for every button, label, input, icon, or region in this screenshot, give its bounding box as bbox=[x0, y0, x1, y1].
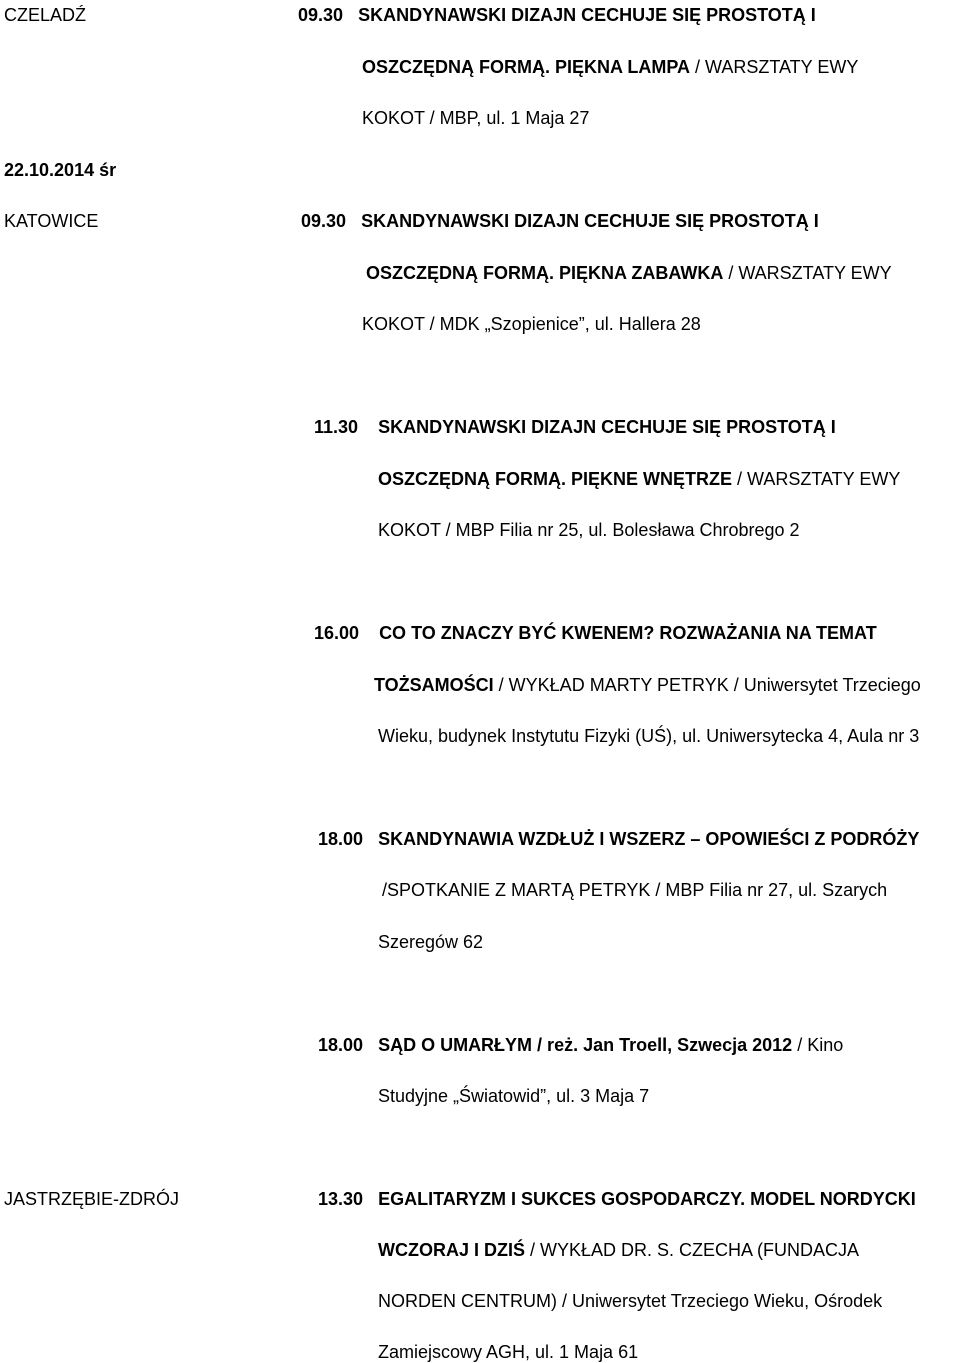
event-details: / WYKŁAD DR. S. CZECHA (FUNDACJA bbox=[525, 1240, 860, 1260]
event-time: 13.30 bbox=[318, 1189, 364, 1209]
city-label: JASTRZĘBIE-ZDRÓJ bbox=[4, 1189, 180, 1209]
event-title: OSZCZĘDNĄ FORMĄ. PIĘKNE WNĘTRZE bbox=[378, 469, 732, 489]
event-details: / WARSZTATY EWY bbox=[690, 57, 859, 77]
event-details: Studyjne „Światowid”, ul. 3 Maja 7 bbox=[378, 1086, 650, 1106]
event-time: 09.30 bbox=[301, 211, 347, 231]
event-line bbox=[362, 56, 858, 78]
event-title: SKANDYNAWSKI DIZAJN CECHUJE SIĘ PROSTOTĄ I bbox=[358, 5, 816, 25]
city-label: CZELADŹ bbox=[4, 5, 87, 25]
event-time: 16.00 bbox=[314, 623, 360, 643]
event-line bbox=[378, 468, 900, 490]
event-line bbox=[374, 674, 921, 696]
event-details: / WYKŁAD MARTY PETRYK / Uniwersytet Trzeciego bbox=[493, 675, 921, 695]
event-details: Zamiejscowy AGH, ul. 1 Maja 61 bbox=[378, 1342, 639, 1362]
event-title: WCZORAJ I DZIŚ bbox=[378, 1240, 525, 1260]
event-details: / Kino bbox=[792, 1035, 844, 1055]
event-title: TOŻSAMOŚCI bbox=[374, 675, 494, 695]
event-details: KOKOT / MBP, ul. 1 Maja 27 bbox=[362, 108, 590, 128]
event-line bbox=[318, 828, 919, 850]
event-title: OSZCZĘDNĄ FORMĄ. PIĘKNA ZABAWKA bbox=[366, 263, 724, 283]
event-time: 09.30 bbox=[298, 5, 344, 25]
event-time: 18.00 bbox=[318, 829, 364, 849]
event-title: SKANDYNAWSKI DIZAJN CECHUJE SIĘ PROSTOTĄ I bbox=[378, 417, 836, 437]
event-line bbox=[314, 416, 836, 438]
event-details: /SPOTKANIE Z MARTĄ PETRYK / MBP Filia nr 27, ul. Szarych bbox=[382, 880, 888, 900]
event-line bbox=[314, 622, 877, 644]
event-time: 11.30 bbox=[314, 417, 359, 437]
event-title: CO TO ZNACZY BYĆ KWENEM? ROZWAŻANIA NA TEMAT bbox=[379, 623, 877, 643]
event-line bbox=[378, 1239, 859, 1261]
event-title: SĄD O UMARŁYM / reż. Jan Troell, Szwecja 2012 bbox=[378, 1035, 793, 1055]
event-details: Wieku, budynek Instytutu Fizyki (UŚ), ul. Uniwersytecka 4, Aula nr 3 bbox=[378, 726, 920, 746]
date-label: 22.10.2014 śr bbox=[4, 160, 117, 180]
event-details: Szeregów 62 bbox=[378, 932, 484, 952]
event-title: EGALITARYZM I SUKCES GOSPODARCZY. MODEL NORDYCKI bbox=[378, 1189, 916, 1209]
event-line bbox=[298, 4, 816, 26]
event-line bbox=[366, 262, 892, 284]
event-details: NORDEN CENTRUM) / Uniwersytet Trzeciego Wieku, Ośrodek bbox=[378, 1291, 883, 1311]
event-time: 18.00 bbox=[318, 1035, 364, 1055]
event-details: KOKOT / MBP Filia nr 25, ul. Bolesława Chrobrego 2 bbox=[378, 520, 800, 540]
event-title: OSZCZĘDNĄ FORMĄ. PIĘKNA LAMPA bbox=[362, 57, 690, 77]
city-label: KATOWICE bbox=[4, 211, 99, 231]
event-details: KOKOT / MDK „Szopienice”, ul. Hallera 28 bbox=[362, 314, 701, 334]
event-line bbox=[318, 1034, 843, 1056]
event-line bbox=[318, 1188, 916, 1210]
event-details: / WARSZTATY EWY bbox=[732, 469, 901, 489]
event-details: / WARSZTATY EWY bbox=[723, 263, 892, 283]
event-title: SKANDYNAWIA WZDŁUŻ I WSZERZ – OPOWIEŚCI Z PODRÓŻY bbox=[378, 829, 920, 849]
event-title: SKANDYNAWSKI DIZAJN CECHUJE SIĘ PROSTOTĄ I bbox=[361, 211, 819, 231]
event-line bbox=[301, 210, 819, 232]
